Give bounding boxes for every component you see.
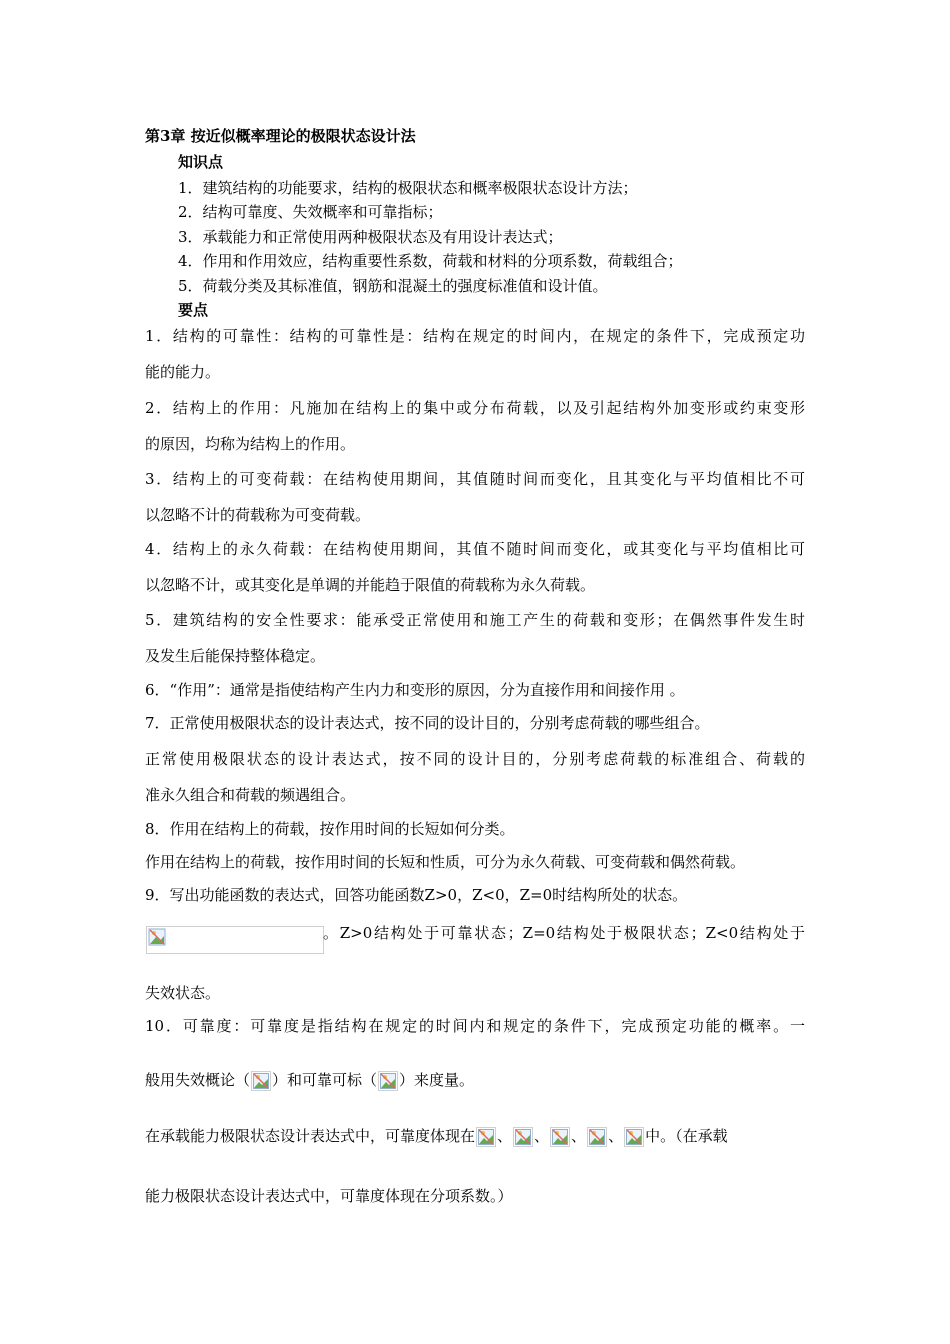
paragraph-line: 3．结构上的可变荷载：在结构使用期间，其值随时间而变化，且其变化与平均值相比不可 [145, 470, 805, 488]
answer-line: 失效状态。 [145, 984, 221, 1002]
paragraph-line: 6．“作用”：通常是指使结构产生内力和变形的原因，分为直接作用和间接作用 。 [145, 681, 685, 699]
knowledge-item: 4．作用和作用效应，结构重要性系数，荷载和材料的分项系数，荷载组合； [178, 252, 683, 270]
chapter-heading: 第3章 按近似概率理论的极限状态设计法 [145, 127, 416, 145]
paragraph-line: 的原因，均称为结构上的作用。 [145, 435, 356, 453]
broken-image-icon [587, 1127, 607, 1147]
answer-line: 正常使用极限状态的设计表达式，按不同的设计目的，分别考虑荷载的标准组合、荷载的 [145, 750, 805, 768]
answer-line: 作用在结构上的荷载，按作用时间的长短和性质，可分为永久荷载、可变荷载和偶然荷载。 [145, 853, 746, 871]
question-line: 9．写出功能函数的表达式，回答功能函数Z>0，Z<0，Z=0时结构所处的状态。 [145, 886, 688, 904]
text-fragment: ）和可靠可标（ [272, 1071, 378, 1089]
question-line: 7．正常使用极限状态的设计表达式，按不同的设计目的，分别考虑荷载的哪些组合。 [145, 714, 710, 732]
paragraph-line-with-images [145, 1126, 728, 1147]
broken-image-icon [251, 1071, 271, 1091]
separator: 、 [497, 1127, 513, 1145]
question-line: 8．作用在结构上的荷载，按作用时间的长短如何分类。 [145, 820, 515, 838]
paragraph-line: 2．结构上的作用：凡施加在结构上的集中或分布荷载，以及引起结构外加变形或约束变形 [145, 399, 805, 417]
knowledge-item: 5．荷载分类及其标准值，钢筋和混凝土的强度标准值和设计值。 [178, 277, 608, 295]
text-fragment: 在承载能力极限状态设计表达式中，可靠度体现在 [145, 1127, 476, 1145]
knowledge-title: 知识点 [178, 153, 224, 171]
broken-image-icon [513, 1127, 533, 1147]
paragraph-line: 4．结构上的永久荷载：在结构使用期间，其值不随时间而变化，或其变化与平均值相比可 [145, 540, 805, 558]
paragraph-line: 以忽略不计，或其变化是单调的并能趋于限值的荷载称为永久荷载。 [145, 576, 596, 594]
broken-image-icon [550, 1127, 570, 1147]
paragraph-line: 能的能力。 [145, 363, 221, 381]
paragraph-line: 能力极限状态设计表达式中，可靠度体现在分项系数。） [145, 1187, 513, 1205]
broken-image-icon [624, 1127, 644, 1147]
knowledge-item: 2．结构可靠度、失效概率和可靠指标； [178, 203, 443, 221]
formula-image-wide [145, 926, 325, 954]
text-fragment: ）来度量。 [399, 1071, 475, 1089]
paragraph-line-with-images [145, 1070, 474, 1091]
broken-image-icon [476, 1127, 496, 1147]
knowledge-item: 3．承载能力和正常使用两种极限状态及有用设计表达式； [178, 228, 563, 246]
text-fragment: 中。（在承载 [645, 1127, 728, 1145]
paragraph-line: 10．可靠度：可靠度是指结构在规定的时间内和规定的条件下，完成预定功能的概率。一 [145, 1017, 805, 1035]
separator: 、 [571, 1127, 587, 1145]
separator: 、 [534, 1127, 550, 1145]
paragraph-line: 1．结构的可靠性：结构的可靠性是：结构在规定的时间内，在规定的条件下，完成预定功 [145, 327, 805, 345]
points-title: 要点 [178, 301, 209, 319]
answer-line: 。Z>0结构处于可靠状态；Z=0结构处于极限状态；Z<0结构处于 [323, 924, 805, 942]
paragraph-line: 5．建筑结构的安全性要求：能承受正常使用和施工产生的荷载和变形；在偶然事件发生时 [145, 611, 805, 629]
separator: 、 [608, 1127, 624, 1145]
paragraph-line: 及发生后能保持整体稳定。 [145, 647, 326, 665]
text-fragment: 般用失效概论（ [145, 1071, 251, 1089]
answer-line: 准永久组合和荷载的频遇组合。 [145, 786, 356, 804]
paragraph-line: 以忽略不计的荷载称为可变荷载。 [145, 506, 371, 524]
knowledge-item: 1．建筑结构的功能要求，结构的极限状态和概率极限状态设计方法； [178, 179, 638, 197]
broken-image-icon [146, 926, 324, 954]
broken-image-icon [378, 1071, 398, 1091]
